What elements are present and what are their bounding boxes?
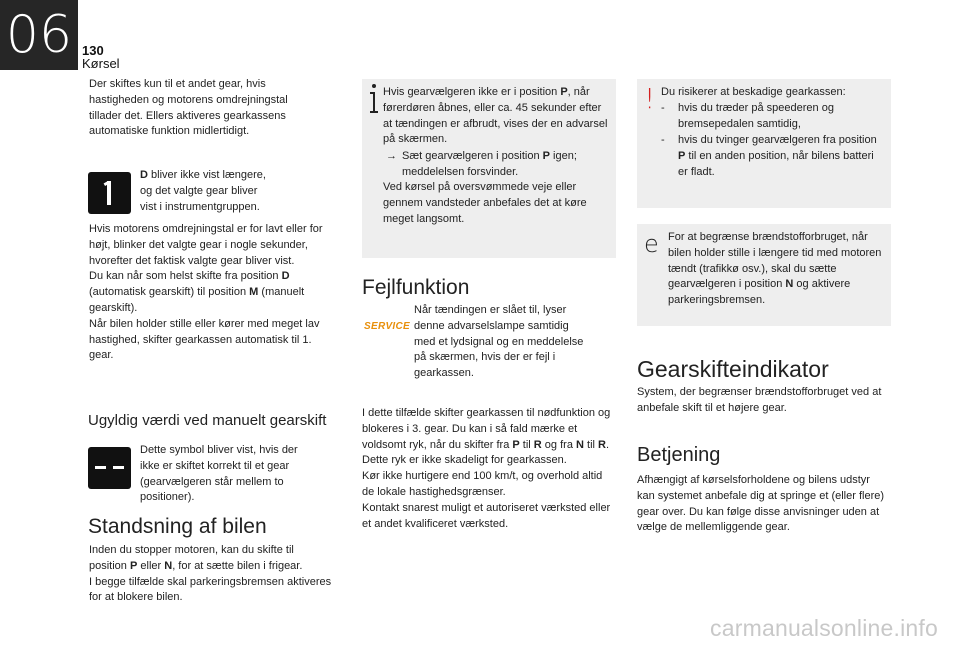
fejl-R2: R bbox=[598, 438, 606, 451]
heading-fejlfunktion: Fejlfunktion bbox=[362, 276, 470, 299]
warning-dash-2: - bbox=[661, 134, 665, 146]
eco-text-1: For at begrænse brændstofforbruget, når bilen holder stille i længere tid med motoren tændt (trafikkø osv.), skal du sætte gearvælgeren i position bbox=[668, 231, 882, 291]
section-label: Kørsel bbox=[82, 56, 120, 71]
info-icon bbox=[368, 84, 380, 114]
shift-text-2: (automatisk gearskift) til position bbox=[89, 286, 250, 299]
stand-text-3: , for at sætte bilen i frigear. bbox=[172, 559, 303, 572]
bullet-arrow-icon: → bbox=[386, 150, 397, 162]
info-bullet-P: P bbox=[542, 150, 550, 162]
stand-text-2: eller bbox=[137, 559, 165, 572]
info-bullet-text-2: igen; meddelelsen forsvinder. bbox=[402, 150, 577, 178]
info-paragraph-1 bbox=[383, 85, 611, 148]
warning-item-2-P: P bbox=[678, 149, 686, 162]
rpm-paragraph bbox=[89, 222, 327, 364]
d-text: bliver ikke vist længere, og det valgte gear bliver vist i instrumentgruppen. bbox=[140, 169, 266, 213]
fejl-text-1: I dette tilfælde skifter gearkassen til nødfunktion og blokeres i 3. gear. Du kan i så fald mærke et voldsomt ryk, når du skifter fra bbox=[362, 407, 611, 451]
stand-text-1: Inden du stopper motoren, kan du skifte til position bbox=[89, 544, 294, 572]
info-bullet-text-1: Sæt gearvælgeren i position bbox=[402, 150, 543, 162]
invalid-gear-symbol-icon bbox=[88, 447, 131, 489]
fejl-text-6: Kør ikke hurtigere end 100 km/t, og overhold altid de lokale hastighedsgrænser. bbox=[362, 470, 603, 498]
fejl-text-2: til bbox=[519, 438, 534, 451]
info-paragraph-3: Ved kørsel på oversvømmede veje eller gennem vandsteder anbefales det at køre meget langsomt. bbox=[383, 181, 587, 225]
warning-item-2 bbox=[678, 133, 883, 180]
d-paragraph bbox=[140, 168, 275, 215]
fejl-text-5: . Dette ryk er ikke skadeligt for gearkassen. bbox=[362, 438, 610, 467]
eco-euro-icon: e bbox=[644, 230, 659, 258]
d-bold: D bbox=[140, 169, 148, 181]
stand-text-4: I begge tilfælde skal parkeringsbremsen aktiveres for at blokere bilen. bbox=[89, 575, 332, 604]
fejl-paragraph: Når tændingen er slået til, lyser denne advarselslampe samtidig med et lydsignal og en meddelelse på skærmen, hvis der er fejl i gearkassen. bbox=[414, 304, 584, 380]
heading-betjening: Betjening bbox=[637, 444, 721, 466]
fejl-N: N bbox=[576, 438, 584, 451]
fejl-R: R bbox=[533, 438, 542, 451]
fejl-P: P bbox=[512, 438, 520, 451]
page-number: 130 bbox=[82, 43, 104, 58]
info-text-2: , når førerdøren åbnes, eller ca. 45 sekunder efter at tændingen er afbrudt, vises der en advarsel på skærmen. bbox=[383, 86, 608, 146]
heading-ugyldig: Ugyldig værdi ved manuelt gearskift bbox=[88, 412, 327, 429]
shift-text-3: (manuelt gearskift). bbox=[89, 286, 305, 314]
standsning-paragraph bbox=[89, 543, 334, 606]
info-bullet bbox=[402, 149, 610, 181]
stand-N: N bbox=[164, 559, 173, 572]
gearskift-paragraph: System, der begrænser brændstofforbruget ved at anbefale skift til et højere gear. bbox=[637, 386, 882, 414]
fejl-text-3: og fra bbox=[541, 438, 576, 451]
eco-paragraph bbox=[668, 230, 883, 309]
fejl-text-7: Kontakt snarest muligt et autoriseret værksted eller et andet kvalificeret værksted. bbox=[362, 501, 611, 530]
info-text-1: Hvis gearvælgeren ikke er i position bbox=[383, 86, 561, 98]
shift-text-1: Du kan når som helst skifte fra position bbox=[89, 270, 282, 283]
shift-M: M bbox=[249, 286, 259, 299]
chapter-number: 06 bbox=[0, 0, 78, 70]
service-warning-icon: SERVICE bbox=[364, 321, 411, 332]
fejl-details-paragraph bbox=[362, 406, 617, 532]
heading-standsning: Standsning af bilen bbox=[88, 515, 267, 538]
stand-P: P bbox=[129, 559, 138, 572]
stop-text: Når bilen holder stille eller kører med meget lav hastighed, skifter gearkassen automatisk til 1. gear. bbox=[89, 317, 320, 362]
eco-N: N bbox=[785, 278, 794, 291]
rpm-text-a: Hvis motorens omdrejningstal er for lavt eller for højt, blinker det valgte gear i nogle sekunder, hvorefter det faktisk valgte gear bliver vist. bbox=[89, 223, 323, 267]
warning-item-2-text-2: til en anden position, når bilens batteri er fladt. bbox=[678, 149, 874, 178]
warning-item-1: hvis du træder på speederen og bremsepedalen samtidig, bbox=[678, 102, 834, 130]
shift-D: D bbox=[281, 270, 290, 283]
warning-dash-1: - bbox=[661, 102, 665, 114]
betjening-paragraph: Afhængigt af kørselsforholdene og bilens udstyr kan systemet anbefale dig at springe et (eller flere) gear over. Du kan følge disse anvisninger uden at vælge de mellemliggende gear. bbox=[637, 474, 885, 534]
info-P: P bbox=[560, 86, 568, 98]
intro-paragraph: Der skiftes kun til et andet gear, hvis hastigheden og motorens omdrejningstal tillader det. Ellers aktiveres gearkassens automatiske funktion midlertidigt. bbox=[89, 78, 288, 138]
warning-intro: Du risikerer at beskadige gearkassen: bbox=[661, 86, 846, 98]
watermark: carmanualsonline.info bbox=[710, 615, 938, 641]
gear-1-symbol-icon bbox=[88, 172, 131, 214]
fejl-text-4: til bbox=[583, 438, 599, 451]
heading-gearskifteindikator: Gearskifteindikator bbox=[637, 356, 829, 382]
warning-item-2-text-1: hvis du tvinger gearvælgeren fra position bbox=[678, 134, 877, 146]
ugyldig-paragraph: Dette symbol bliver vist, hvis der ikke er skiftet korrekt til et gear (gearvælgeren står mellem to positioner). bbox=[140, 444, 298, 504]
eco-text-2: og aktivere parkeringsbremsen. bbox=[668, 278, 851, 307]
warning-exclamation-icon: ! bbox=[644, 82, 656, 115]
